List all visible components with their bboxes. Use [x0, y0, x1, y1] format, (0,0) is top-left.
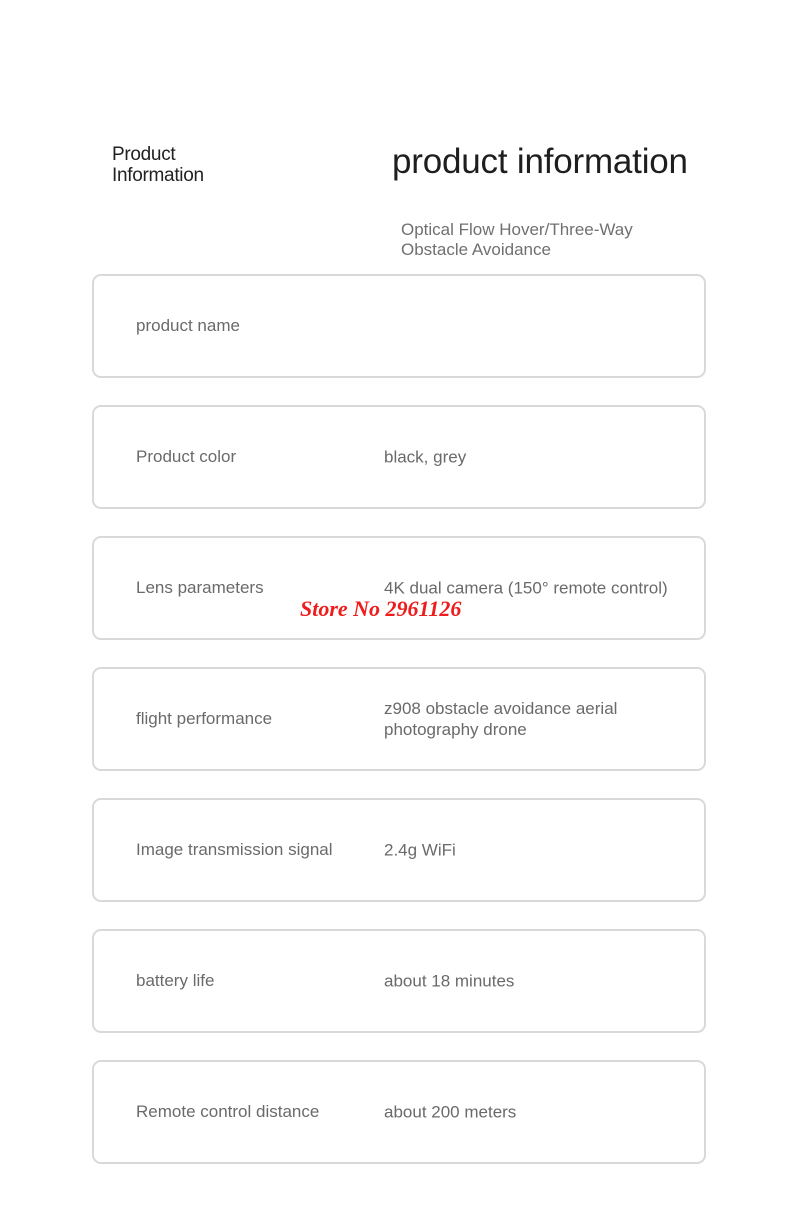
spec-row-flight-performance	[92, 667, 706, 771]
section-label-line2: Information	[112, 165, 204, 186]
page-title: product information	[392, 142, 688, 181]
subtitle-line2: Obstacle Avoidance	[401, 240, 551, 259]
section-label	[112, 144, 204, 186]
spec-label: product name	[136, 316, 240, 335]
spec-label: Remote control distance	[136, 1102, 320, 1121]
spec-label: battery life	[136, 971, 215, 990]
spec-value: about 200 meters	[384, 1102, 517, 1122]
spec-row-product-color	[92, 405, 706, 509]
spec-row-battery-life	[92, 929, 706, 1033]
spec-label: Image transmission signal	[136, 840, 333, 859]
spec-label: Lens parameters	[136, 578, 264, 597]
page-subtitle	[401, 220, 701, 260]
spec-label: Product color	[136, 447, 237, 466]
subtitle-line1: Optical Flow Hover/Three-Way	[401, 220, 633, 239]
spec-row-product-name	[92, 274, 706, 378]
section-label-line1: Product	[112, 144, 176, 165]
spec-value: z908 obstacle avoidance aerial photography drone	[384, 699, 618, 739]
spec-row-remote-distance	[92, 1060, 706, 1164]
spec-value: about 18 minutes	[384, 971, 515, 991]
spec-row-image-transmission	[92, 798, 706, 902]
spec-row-lens-parameters	[92, 536, 706, 640]
spec-value: black, grey	[384, 447, 467, 467]
spec-label: flight performance	[136, 709, 273, 728]
spec-value: 4K dual camera (150° remote control)	[384, 578, 668, 598]
store-watermark: Store No 2961126	[300, 596, 462, 621]
spec-value: 2.4g WiFi	[384, 840, 456, 860]
spec-list	[92, 274, 706, 1191]
